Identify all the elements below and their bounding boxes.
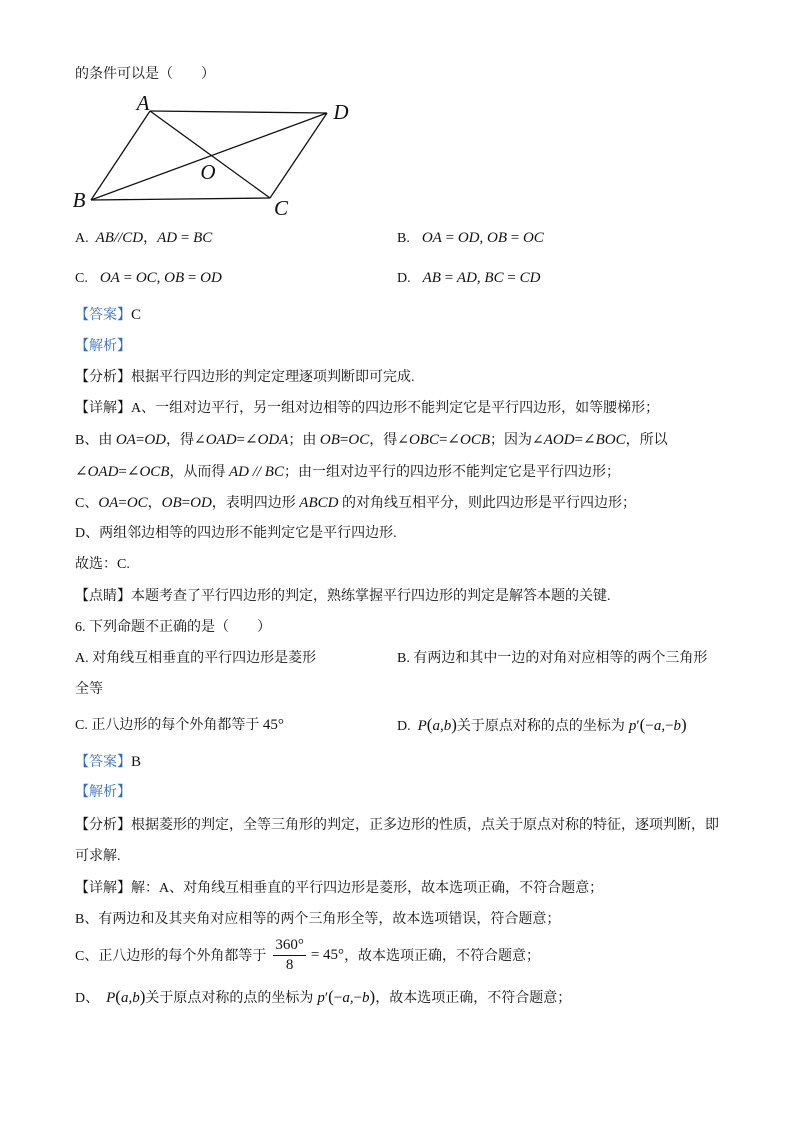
math-run: ( [328,987,334,1006]
option-text: A. 对角线互相垂直的平行四边形是菱形 [75,651,317,666]
stem-text: 的条件可以是（ ） [75,67,215,82]
math-run: AOD [543,432,575,448]
math-run: − [333,990,343,1006]
fraction [273,937,306,974]
solution-tag: 【解析】 [75,785,131,800]
math-run: OC [126,495,148,511]
stem-text: 6. 下列命题不正确的是（ ） [75,620,271,635]
answer-value: C [131,307,142,323]
math-run: OB [161,495,182,511]
q5-detail-d [75,524,397,544]
math-run: = [506,230,523,246]
detail-text: D、两组邻边相等的四边形不能判定它是平行四边形. [75,526,397,541]
math-run: = [339,432,349,448]
math-run: p [628,718,637,734]
math-run: ) [681,715,687,734]
math-run: − [665,718,674,734]
text-run: ，从而得 [169,465,229,480]
math-run: OC [348,432,370,448]
option-letter: A. [75,231,89,246]
text-run: ，表明四边形 [211,496,300,511]
math-run: b [443,718,452,734]
text-run: 关于原点对称的点的坐标为 [145,991,314,1006]
text-run: ；由 [288,433,320,448]
option-letter: D. [397,719,411,734]
edge-dc [270,113,327,198]
math-run: =∠ [236,432,258,448]
q5-solution-tag [75,337,131,357]
text-run: B、由 [75,433,116,448]
math-run: b [673,718,682,734]
q6-option-d [397,715,687,735]
comment-tag: 【点睛】 [75,589,131,604]
analysis-text: 根据菱形的判定，全等三角形的判定，正多边形的性质，点关于原点对称的特征，逐项判断，即 [131,818,719,833]
math-run: OD [144,432,166,448]
math-run: BC [484,270,504,286]
q5-detail-b-continued [75,462,620,482]
math-run: 45° [262,717,284,733]
option-text: B. 有两边和其中一边的对角对应相等的两个三角形 [397,651,708,666]
math-run: OB [164,270,185,286]
math-run: =∠ [574,432,596,448]
math-run: BOC [595,432,626,448]
math-run: ) [139,987,146,1006]
q6-analysis [75,816,719,836]
q6-option-a [75,649,316,669]
math-run: = [135,432,145,448]
math-run: CD [122,230,144,246]
math-run: ∠ [75,464,88,480]
edge-ab [91,111,150,200]
vertex-label-d: D [333,100,349,124]
math-run: , [479,230,487,246]
math-run: AD [228,464,249,480]
choice-text: 故选：C. [75,557,130,572]
math-run: ODA [257,432,289,448]
math-run: ( [639,715,646,734]
math-run: , [128,990,133,1006]
q5-choice [75,555,130,575]
math-run: = [503,270,520,286]
center-label-o: O [200,160,216,184]
math-run: OA [421,230,442,246]
text-run: ，得∠ [369,433,409,448]
math-run: P [106,990,116,1006]
q6-answer [75,752,141,772]
math-run: AB [95,230,114,246]
detail-tag: 【详解】 [75,401,131,416]
text-run: ，故本选项正确，不符合题意； [344,949,541,964]
math-run: − [353,990,363,1006]
text-run: ， [147,496,162,511]
q6-option-b [397,649,707,669]
q6-solution-tag [75,783,131,803]
math-run: − [645,718,654,734]
q5-detail-b [75,430,668,450]
q6-detail-a [75,879,603,899]
math-run: OAD [87,464,119,480]
math-run: OA [99,270,120,286]
math-run: a [432,718,440,734]
q6-detail-d [75,987,571,1007]
math-run: , [476,270,485,286]
fraction-denominator: 8 [285,956,294,973]
text-run: ；由一组对边平行的四边形不能判定它是平行四边形； [283,465,620,480]
q5-answer [75,305,141,325]
answer-value: B [131,754,142,770]
math-run: BC [264,464,284,480]
math-run: OA [98,495,119,511]
text-run: ，故本选项正确，不符合题意； [375,991,572,1006]
math-run: a [120,990,129,1006]
edge-bc [91,198,270,200]
analysis-text-wrap: 可求解. [75,849,121,864]
math-run: = [181,495,191,511]
math-run: = [119,270,136,286]
q6-option-c [75,715,284,735]
q5-detail-a [75,399,659,419]
analysis-tag: 【分析】 [75,818,131,833]
math-run: OC [135,270,157,286]
math-run: , [349,990,354,1006]
edge-ad [150,111,327,113]
option-text-wrap: 全等 [75,682,103,697]
vertex-label-c: C [273,196,289,220]
answer-tag: 【答案】 [75,755,131,770]
math-run: = [118,495,127,511]
math-run: =∠ [438,432,460,448]
math-run: AB [422,270,441,286]
math-run: OD [190,495,212,511]
math-run: b [362,990,370,1006]
q5-option-a [75,228,212,248]
analysis-tag: 【分析】 [75,370,131,385]
math-run: OCB [139,464,170,480]
math-run: = [177,230,194,246]
math-run: OCB [459,432,490,448]
math-run: OAD [205,432,237,448]
math-run: = [184,270,201,286]
math-run: OA [115,432,136,448]
math-run: ( [426,715,433,734]
math-run: = 45° [310,946,345,963]
comment-text: 本题考查了平行四边形的判定，熟练掌握平行四边形的判定是解答本题的关键. [131,589,611,604]
detail-text: B、有两边和及其夹角对应相等的两个三角形全等，故本选项错误，符合题意； [75,912,561,927]
q5-comment [75,587,611,607]
text-run: 的对角线互相平分，则此四边形是平行四边形； [338,496,636,511]
math-run: b [132,990,140,1006]
text-run: ，所以 [625,433,668,448]
math-run: ) [369,987,376,1006]
math-run: , [156,270,165,286]
q6-option-b-wrap [75,680,103,700]
math-run: ) [451,715,457,734]
q5-analysis [75,368,415,388]
text-run: ，得∠ [165,433,206,448]
math-run: OB [319,432,340,448]
math-run: P [417,718,427,734]
q5-detail-c [75,493,636,513]
option-text: C. 正八边形的每个外角都等于 [75,718,263,733]
math-run: OBC [408,432,439,448]
detail-text: 解：A、对角线互相垂直的平行四边形是菱形，故本选项正确，不符合题意； [131,881,604,896]
math-run: // [113,230,123,246]
q6-stem [75,618,271,638]
vertex-label-a: A [136,91,150,115]
text-run: ；因为∠ [489,433,544,448]
math-run: BC [193,230,213,246]
text-run: C、正八边形的每个外角都等于 [75,949,267,964]
q5-option-c [75,268,222,288]
math-run: ′ [636,718,640,734]
detail-tag: 【详解】 [75,881,131,896]
q5-option-b [397,228,544,248]
option-letter: C. [75,271,88,286]
diagonal-ac [150,111,270,198]
math-run: a [342,990,350,1006]
option-letter: D. [397,271,411,286]
q6-detail-c [75,935,540,975]
solution-tag: 【解析】 [75,339,131,354]
math-run: OB [486,230,507,246]
diagonal-bd [91,113,327,200]
option-letter: B. [397,231,410,246]
math-run: OD [200,270,222,286]
math-run: OC [522,230,544,246]
detail-text: A、一组对边平行，另一组对边相等的四边形不能判定它是平行四边形，如等腰梯形； [131,401,660,416]
answer-tag: 【答案】 [75,308,131,323]
text-run: C、 [75,496,99,511]
math-run: , [439,718,444,734]
fraction-numerator: 360° [273,937,306,956]
math-run: // [248,464,265,480]
math-run: , [661,718,666,734]
analysis-text: 根据平行四边形的判定定理逐项判断即可完成. [131,370,415,385]
q6-analysis-continued [75,847,121,867]
parallelogram-figure [0,0,794,230]
math-run: a [653,718,662,734]
math-run: AD [456,270,477,286]
math-run: = [441,230,458,246]
q5-option-d [397,268,540,288]
math-run: =∠ [118,464,140,480]
math-run: ( [115,987,121,1006]
q6-detail-b [75,910,560,930]
text-run: ， [143,231,158,246]
math-run: p [317,990,325,1006]
text-run: 关于原点对称的点的坐标为 [456,719,625,734]
math-run: AD [157,230,178,246]
math-run: OD [457,230,480,246]
text-run: D、 [75,991,100,1006]
math-run: ′ [324,990,329,1006]
math-run: CD [519,270,541,286]
math-run: = [440,270,457,286]
math-run: ABCD [299,495,339,511]
vertex-label-b: B [72,188,86,212]
